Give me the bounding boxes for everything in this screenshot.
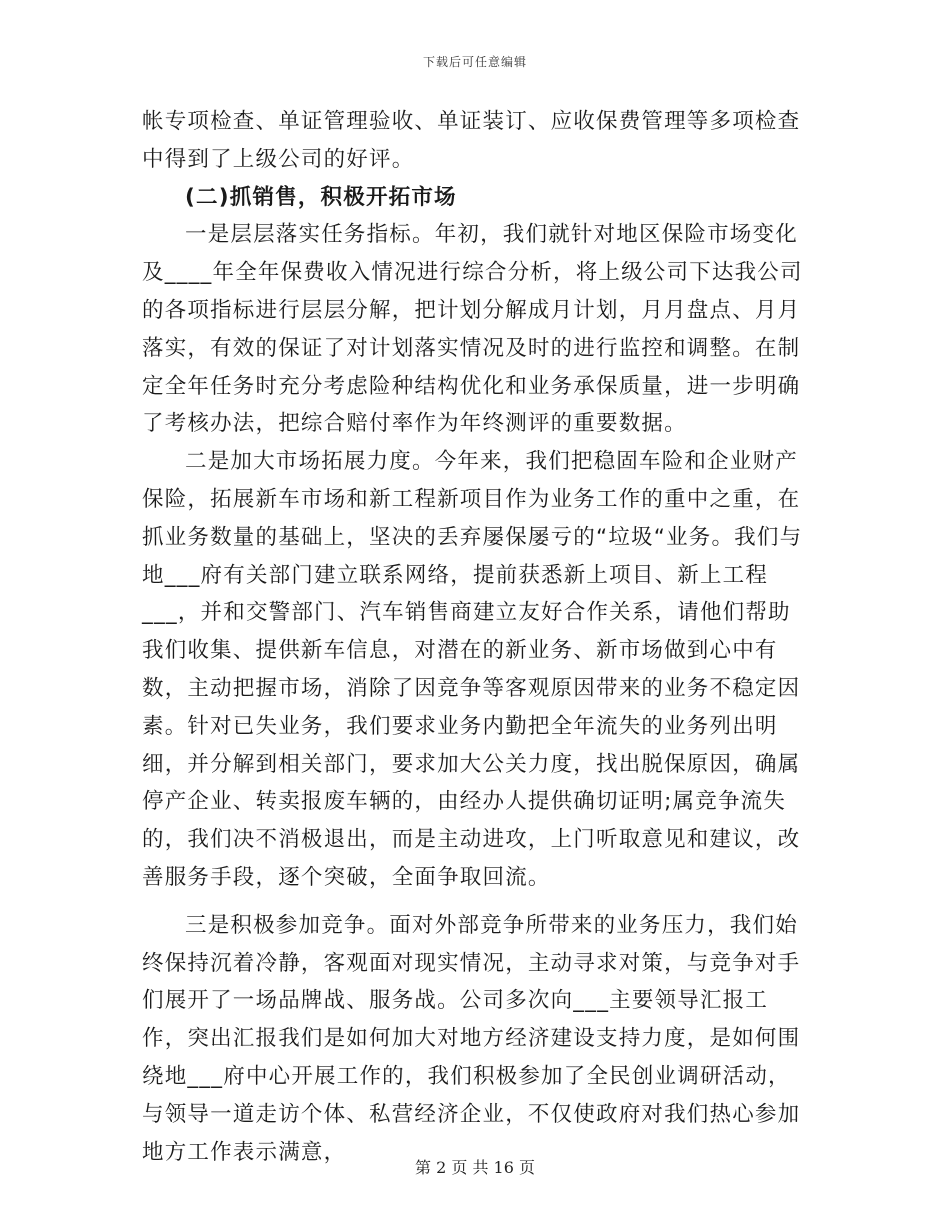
- paragraph-market-expansion: 二是加大市场拓展力度。今年来，我们把稳固车险和企业财产保险，拓展新车市场和新工程新项目作为业务工作的重中之重，在抓业务数量的基础上，坚决的丢弃屡保屡亏的“垃圾“业务。我们与地___府有关部门建立联系网络，提前获悉新上项目、新上工程___，并和交警部门、汽车销售商建立友好合作关系，请他们帮助我们收集、提供新车信息，对潜在的新业务、新市场做到心中有数，主动把握市场，消除了因竞争等客观原因带来的业务不稳定因素。针对已失业务，我们要求业务内勤把全年流失的业务列出明细，并分解到相关部门，要求加大公关力度，找出脱保原因，确属停产企业、转卖报废车辆的，由经办人提供确切证明;属竞争流失的，我们决不消极退出，而是主动进攻，上门听取意见和建议，改善服务手段，逐个突破，全面争取回流。: [142, 449, 803, 890]
- page-header-note: 下载后可任意编辑: [422, 55, 527, 69]
- page-number-footer: 第 2 页 共 16 页: [415, 1158, 535, 1177]
- section-heading: (二)抓销售，积极开拓市场: [185, 184, 457, 210]
- paragraph-task-targets: 一是层层落实任务指标。年初，我们就针对地区保险市场变化及____年全年保费收入情况进行综合分析，将上级公司下达我公司的各项指标进行层层分解，把计划分解成月计划，月月盘点、月月落实，有效的保证了对计划落实情况及时的进行监控和调整。在制定全年任务时充分考虑险种结构优化和业务承保质量，进一步明确了考核办法，把综合赔付率作为年终测评的重要数据。: [142, 222, 803, 437]
- paragraph-continuation: 帐专项检查、单证管理验收、单证装订、应收保费管理等多项检查中得到了上级公司的好评。: [142, 109, 801, 172]
- document-body: [142, 103, 808, 1171]
- paragraph-competition: 三是积极参加竞争。面对外部竞争所带来的业务压力，我们始终保持沉着冷静，客观面对现实情况，主动寻求对策，与竞争对手们展开了一场品牌战、服务战。公司多次向___主要领导汇报工作，突出汇报我们是如何加大对地方经济建设支持力度，是如何围绕地___府中心开展工作的，我们积极参加了全民创业调研活动，与领导一道走访个体、私营经济企业，不仅使政府对我们热心参加地方工作表示满意，: [142, 912, 801, 1165]
